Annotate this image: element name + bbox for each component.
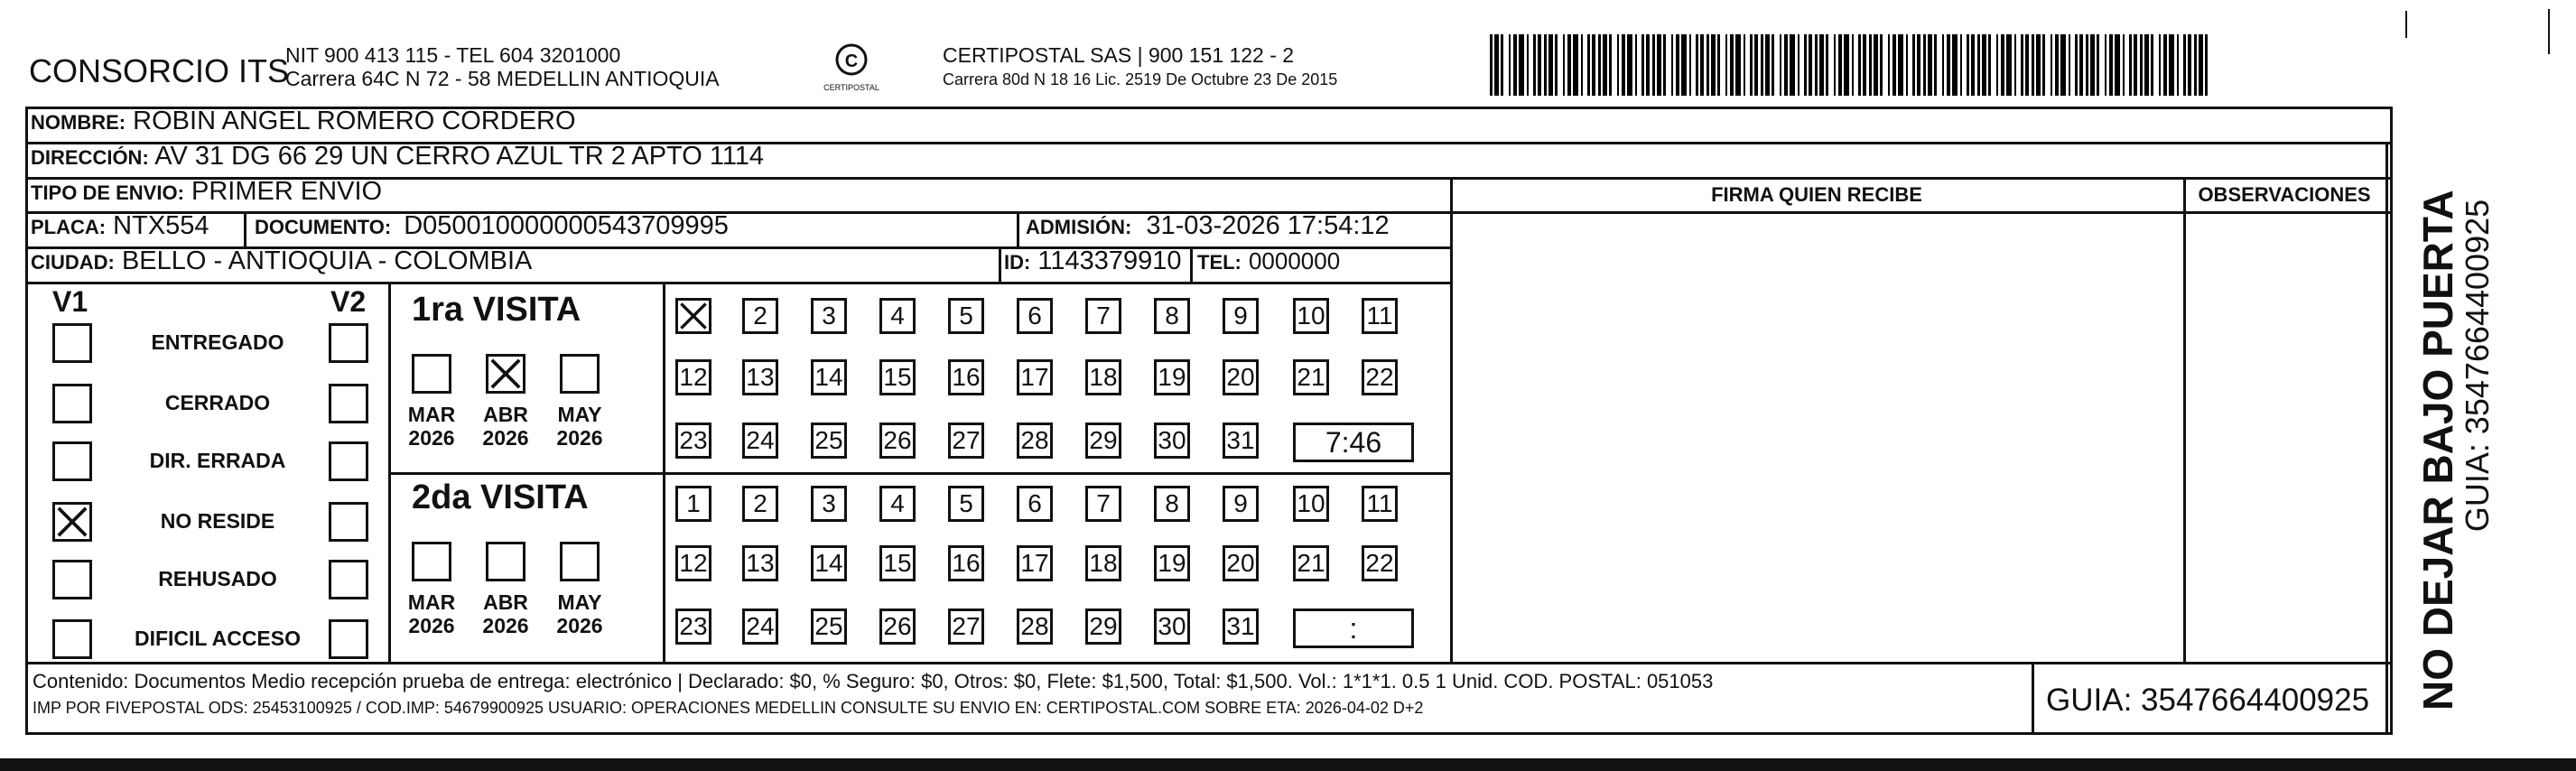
barcode-bar [1988,34,1991,96]
day-box[interactable]: 2 [742,298,778,334]
company-address: Carrera 64C N 72 - 58 MEDELLIN ANTIOQUIA [285,67,720,90]
barcode-bar [1513,34,1517,96]
barcode-bar [1696,34,1698,96]
id-value: 1143379910 [1037,246,1182,275]
barcode-bar [1587,34,1590,96]
admision-label: ADMISIÓN: [1026,216,1132,238]
year-label: 2026 [482,614,529,637]
admision-row [1026,211,1390,241]
barcode-bar [2144,34,2149,96]
day-box[interactable]: 27 [948,423,984,459]
month-checkbox[interactable] [412,354,451,394]
barcode-bar [1804,34,1807,96]
day-box[interactable]: 10 [1293,298,1329,334]
day-box[interactable]: 19 [1154,359,1190,395]
barcode-bar [2199,34,2203,96]
day-box[interactable]: 7 [1085,486,1121,522]
direccion-row [31,142,764,172]
day-box[interactable]: 30 [1154,608,1190,645]
barcode-bar [1852,34,1854,96]
v1-checkbox[interactable] [52,323,92,363]
day-box[interactable]: 3 [811,486,847,522]
day-box[interactable]: 17 [1017,359,1053,395]
v1-checkbox[interactable] [52,384,92,423]
barcode-bar [2177,34,2179,96]
barcode-bar [1947,34,1950,96]
day-box[interactable]: 20 [1223,545,1259,581]
barcode-bar [1671,34,1673,96]
barcode-bar [1923,34,1926,96]
barcode-bar [1689,34,1691,96]
barcode-bar [1598,34,1601,96]
side-warning: NO DEJAR BAJO PUERTA [2414,190,2461,711]
day-box[interactable]: 13 [742,545,778,581]
direccion-value: AV 31 DG 66 29 UN CERRO AZUL TR 2 APTO 1114 [154,142,765,171]
barcode-bar [2151,34,2153,96]
day-box[interactable]: 11 [1362,298,1398,334]
status-label: DIFICIL ACCESO [134,627,301,650]
barcode-bar [2032,34,2034,96]
day-box[interactable]: 10 [1293,486,1329,522]
barcode-bar [1627,34,1632,96]
barcode-bar [2097,34,2099,96]
status-label: DIR. ERRADA [149,449,286,472]
barcode-bar [1898,34,1903,96]
placa-value: NTX554 [113,211,209,240]
page-edge [0,758,2576,771]
barcode-bar [2115,34,2120,96]
day-box[interactable]: 17 [1017,545,1053,581]
day-box[interactable] [675,298,711,334]
day-box[interactable]: 4 [879,298,916,334]
month-label: MAR [407,403,456,426]
status-label: CERRADO [164,391,271,414]
barcode-bar [1844,34,1849,96]
barcode-bar [1934,34,1937,96]
barcode-bar [1772,34,1774,96]
barcode-bar [1912,34,1915,96]
barcode-bar [2025,34,2029,96]
day-box[interactable]: 22 [1362,359,1398,395]
day-box[interactable]: 15 [879,359,916,395]
v2-checkbox[interactable] [329,560,368,599]
barcode-bar [1996,34,1998,96]
barcode-bar [2129,34,2132,96]
barcode-bar [1676,34,1679,96]
company-nit: NIT 900 413 115 - TEL 604 3201000 [285,43,621,67]
day-box[interactable]: 4 [879,486,916,522]
barcode-bar [1519,34,1524,96]
barcode-bar [1928,34,1932,96]
barcode-bar [1750,34,1753,96]
day-box[interactable]: 25 [811,608,847,645]
year-label: 2026 [408,614,455,637]
v2-checkbox[interactable] [329,441,368,481]
placa-row [31,211,209,241]
day-box[interactable]: 8 [1154,298,1190,334]
barcode-bar [1809,34,1812,96]
day-box[interactable]: 31 [1223,423,1259,459]
barcode-bar [1798,34,1799,96]
barcode-bar [1880,34,1883,96]
barcode-bar [1581,34,1583,96]
day-box[interactable]: 9 [1223,486,1259,522]
time-box[interactable]: 7:46 [1293,423,1414,462]
v1-checkbox[interactable] [52,502,92,542]
day-box[interactable]: 22 [1362,545,1398,581]
barcode-bar [1826,34,1828,96]
year-label: 2026 [556,426,603,450]
barcode-bar [2090,34,2095,96]
barcode-bar [2183,34,2186,96]
barcode-bar [2051,34,2052,96]
barcode-bar [1490,34,1493,96]
barcode-bar [1744,34,1745,96]
barcode-bar [1706,34,1709,96]
barcode-bar [1730,34,1734,96]
day-box[interactable]: 7 [1085,298,1121,334]
barcode-bar [2036,34,2041,96]
month-checkbox[interactable] [486,354,525,394]
barcode-bar [1874,34,1878,96]
v2-checkbox[interactable] [329,619,368,659]
edge-mark [2548,9,2550,54]
certipostal-logo [820,40,883,96]
direccion-label: DIRECCIÓN: [31,146,149,169]
barcode-bar [1717,34,1720,96]
day-box[interactable]: 11 [1362,486,1398,522]
certipostal-line2: Carrera 80d N 18 16 Lic. 2519 De Octubre 23 De 2015 [943,70,1338,88]
barcode-bar [2069,34,2070,96]
day-box[interactable]: 6 [1017,486,1053,522]
barcode-bar [2123,34,2125,96]
barcode-bar [1819,34,1824,96]
day-box[interactable]: 3 [811,298,847,334]
barcode-bar [1863,34,1866,96]
observaciones-header: OBSERVACIONES [2198,183,2371,206]
day-box[interactable]: 23 [675,608,711,645]
barcode-bar [1834,34,1836,96]
barcode-bar [1501,34,1503,96]
tel-value: 0000000 [1248,247,1341,274]
barcode-bar [1917,34,1920,96]
day-box[interactable]: 21 [1293,545,1329,581]
month-label: ABR [483,403,528,426]
nombre-row [31,107,576,136]
year-label: 2026 [408,426,455,450]
barcode-bar [1858,34,1861,96]
tipo-row [31,177,382,207]
certipostal-line1: CERTIPOSTAL SAS | 900 151 122 - 2 [943,43,1295,67]
month-checkbox[interactable] [560,354,600,394]
id-label: ID: [1004,251,1031,274]
day-box[interactable]: 1 [675,486,711,522]
barcode-bar [2169,34,2174,96]
day-box[interactable]: 15 [879,545,916,581]
documento-row [255,211,729,241]
barcode-bar [1567,34,1571,96]
month-label: MAY [557,403,602,426]
day-box[interactable]: 12 [675,545,711,581]
firma-header: FIRMA QUIEN RECIBE [1711,183,1922,206]
barcode-bar [1548,34,1553,96]
barcode-bar [1838,34,1842,96]
footer-guia: GUIA: 3547664400925 [2046,683,2370,718]
barcode-bar [2042,34,2045,96]
barcode-bar [1700,34,1704,96]
barcode-bar [1815,34,1818,96]
barcode-bar [1784,34,1788,96]
barcode-bar [1765,34,1770,96]
edge-mark [2405,11,2407,38]
id-row [1004,246,1182,276]
barcode-bar [2086,34,2088,96]
day-box[interactable]: 24 [742,423,778,459]
first-visit-title: 1ra VISITA [412,291,581,329]
day-box[interactable]: 14 [811,545,847,581]
admision-value: 31-03-2026 17:54:12 [1146,211,1390,240]
barcode-bar [1527,34,1529,96]
day-box[interactable]: 21 [1293,359,1329,395]
barcode-bar [1888,34,1890,96]
day-box[interactable]: 26 [879,608,916,645]
nombre-label: NOMBRE: [31,111,126,134]
day-box[interactable]: 16 [948,359,984,395]
day-box[interactable]: 5 [948,486,984,522]
barcode-bar [2079,34,2083,96]
day-box[interactable]: 25 [811,423,847,459]
company-name: CONSORCIO ITS [29,52,290,89]
month-checkbox[interactable] [486,542,525,581]
barcode-bar [2159,34,2161,96]
ciudad-label: CIUDAD: [31,251,115,274]
barcode [1490,34,2212,96]
barcode-bar [1635,34,1637,96]
barcode-bar [1617,34,1619,96]
barcode-bar [1663,34,1666,96]
day-box[interactable]: 16 [948,545,984,581]
tipo-label: TIPO DE ENVIO: [31,181,184,204]
day-box[interactable]: 28 [1017,423,1053,459]
day-box[interactable]: 18 [1085,359,1121,395]
day-box[interactable]: 8 [1154,486,1190,522]
v1-checkbox[interactable] [52,441,92,481]
v2-checkbox[interactable] [329,502,368,542]
barcode-bar [1657,34,1661,96]
day-box[interactable]: 12 [675,359,711,395]
day-box[interactable]: 14 [811,359,847,395]
barcode-bar [2163,34,2167,96]
barcode-bar [1652,34,1655,96]
barcode-bar [2194,34,2197,96]
time-box[interactable]: : [1293,608,1414,648]
barcode-bar [1509,34,1511,96]
day-box[interactable]: 29 [1085,423,1121,459]
year-label: 2026 [482,426,529,450]
day-box[interactable]: 27 [948,608,984,645]
barcode-bar [2105,34,2106,96]
v2-header: V2 [330,285,367,318]
svg-text:C: C [844,51,859,71]
ciudad-value: BELLO - ANTIOQUIA - COLOMBIA [121,246,533,275]
barcode-bar [2075,34,2078,96]
day-box[interactable]: 9 [1223,298,1259,334]
day-box[interactable]: 24 [742,608,778,645]
documento-label: DOCUMENTO: [255,216,392,238]
barcode-bar [2140,34,2143,96]
barcode-bar [2006,34,2012,96]
barcode-bar [1977,34,1980,96]
month-checkbox[interactable] [412,542,451,581]
barcode-bar [1544,34,1547,96]
barcode-bar [1646,34,1650,96]
v2-checkbox[interactable] [329,323,368,363]
day-box[interactable]: 29 [1085,608,1121,645]
month-label: MAR [407,590,456,614]
barcode-bar [1592,34,1595,96]
month-label: ABR [483,590,528,614]
barcode-bar [1952,34,1958,96]
day-box[interactable]: 26 [879,423,916,459]
day-box[interactable]: 5 [948,298,984,334]
month-checkbox[interactable] [560,542,600,581]
barcode-bar [1982,34,1986,96]
barcode-bar [2109,34,2113,96]
tipo-value: PRIMER ENVIO [191,177,383,206]
barcode-bar [2188,34,2191,96]
v2-checkbox[interactable] [329,384,368,423]
barcode-bar [1681,34,1687,96]
day-box[interactable]: 23 [675,423,711,459]
year-label: 2026 [556,614,603,637]
nombre-value: ROBIN ANGEL ROMERO CORDERO [133,107,576,135]
status-label: NO RESIDE [160,509,275,533]
barcode-bar [1555,34,1558,96]
day-box[interactable]: 28 [1017,608,1053,645]
barcode-bar [1971,34,1975,96]
documento-value: D050010000000543709995 [404,211,729,240]
day-box[interactable]: 20 [1223,359,1259,395]
barcode-bar [2021,34,2023,96]
day-box[interactable]: 6 [1017,298,1053,334]
barcode-bar [1960,34,1962,96]
barcode-bar [1641,34,1644,96]
barcode-bar [1711,34,1716,96]
barcode-bar [2001,34,2004,96]
barcode-bar [1790,34,1795,96]
barcode-bar [1906,34,1908,96]
barcode-bar [1942,34,1944,96]
footer-line1: Contenido: Documentos Medio recepción prueba de entrega: electrónico | Declarado: $0, % Seguro: $0, Otros: $0, Flete: $1,500, Total: $1,500. Vol.: 1*1*1. 0.5 1 Unid. COD. POSTAL: 051053 [33,670,1714,692]
side-guia: GUIA: 3547664400925 [2459,199,2496,533]
barcode-bar [1573,34,1578,96]
barcode-bar [1563,34,1565,96]
day-box[interactable]: 31 [1223,608,1259,645]
barcode-bar [1725,34,1727,96]
barcode-bar [1735,34,1741,96]
status-label: REHUSADO [158,567,277,590]
barcode-bar [2205,34,2208,96]
barcode-bar [1967,34,1969,96]
logo-text: CERTIPOSTAL [823,83,879,92]
barcode-bar [2014,34,2016,96]
ciudad-row [31,246,532,276]
barcode-bar [1603,34,1607,96]
status-label: ENTREGADO [151,330,284,354]
barcode-bar [2055,34,2059,96]
barcode-bar [1780,34,1781,96]
barcode-bar [1754,34,1758,96]
barcode-bar [2134,34,2137,96]
day-box[interactable]: 13 [742,359,778,395]
footer-line2: IMP POR FIVEPOSTAL ODS: 25453100925 / COD.IMP: 54679900925 USUARIO: OPERACIONES MEDELLIN CONSULTE SU ENVIO EN: CERTIPOSTAL.COM SOBRE ETA: 2026-04-02 D+2 [33,699,1424,717]
barcode-bar [1869,34,1872,96]
month-label: MAY [557,590,602,614]
barcode-bar [1533,34,1536,96]
day-box[interactable]: 19 [1154,545,1190,581]
tel-row [1197,246,1340,276]
barcode-bar [1609,34,1612,96]
barcode-bar [1538,34,1541,96]
barcode-bar [1622,34,1625,96]
tel-label: TEL: [1197,251,1242,274]
barcode-bar [1761,34,1763,96]
barcode-bar [1494,34,1499,96]
placa-label: PLACA: [31,216,107,238]
v1-header: V1 [52,285,88,318]
v1-checkbox[interactable] [52,560,92,599]
second-visit-title: 2da VISITA [412,478,589,516]
barcode-bar [2060,34,2066,96]
day-box[interactable]: 30 [1154,423,1190,459]
v1-checkbox[interactable] [52,619,92,659]
barcode-bar [1892,34,1896,96]
day-box[interactable]: 2 [742,486,778,522]
day-box[interactable]: 18 [1085,545,1121,581]
